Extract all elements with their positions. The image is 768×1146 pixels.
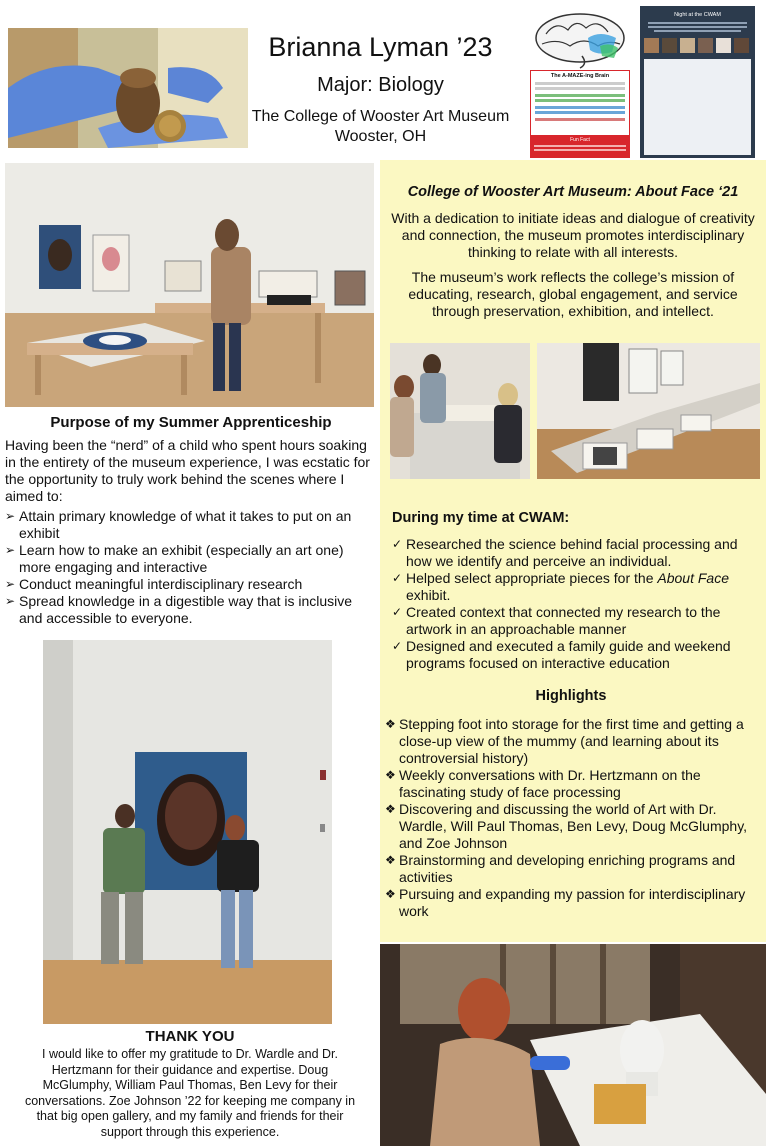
author-major: Major: Biology [317,74,444,96]
list-item: ✓ Designed and executed a family guide and weekend programs focused on interactive education [392,638,731,671]
photo-prints-on-table [537,343,760,479]
institution-name: The College of Wooster Art Museum [251,108,510,125]
purpose-list [5,508,377,627]
diamond-bullet-icon: ❖ [385,802,396,816]
arrow-bullet-icon: ➢ [5,594,16,608]
poster-title-block [248,30,513,147]
diamond-bullet-icon: ❖ [385,717,396,731]
highlights-list [385,716,757,920]
about-paragraph-2: The museum’s work reflects the college’s mission of educating, research, global engagement, and service through preservation, exhibition, and intellect. [408,269,738,319]
arrow-bullet-icon: ➢ [5,577,16,591]
list-item: ✓ Created context that connected my research to the artwork in an approachable manner [392,604,721,637]
list-item: ❖ Brainstorming and developing enriching programs and activities [385,852,736,885]
thanks-section [20,1028,360,1140]
brain-card-title: The A-MAZE-ing Brain [550,73,610,79]
arrow-bullet-icon: ➢ [5,543,16,557]
list-item: ✓ Helped select appropriate pieces for the About Face exhibit. [392,570,729,603]
purpose-section [5,414,377,627]
cwam-section [392,510,756,672]
cwam-title: During my time at CWAM: [392,510,570,526]
list-item: ➢ Conduct meaningful interdisciplinary research [5,576,303,592]
about-title: College of Wooster Art Museum: About Face ‘21 [407,184,739,200]
cwam-list [392,536,756,672]
institution-location: Wooster, OH [334,128,427,145]
night-card [640,6,755,158]
list-item: ❖ Discovering and discussing the world of Art with Dr. Wardle, Will Paul Thomas, Ben Levy, Doug McGlumphy, and Zoe Johnson [385,801,748,851]
photo-print-review [390,343,530,479]
diamond-bullet-icon: ❖ [385,887,396,901]
checkmark-icon: ✓ [392,605,403,619]
checkmark-icon: ✓ [392,571,403,585]
photo-gallery-exhibit [5,163,374,407]
list-item: ❖ Stepping foot into storage for the first time and getting a close-up view of the mummy (and learning about its controversial history) [385,716,744,766]
author-name: Brianna Lyman ’23 [268,32,493,62]
thanks-text: I would like to offer my gratitude to Dr. Wardle and Dr. Hertzmann for their guidance and expertise. Doug McGlumphy, William Paul Thomas, Ben Levy for their conversations. Zoe Johnson ’22 for keeping me company in that big open gallery, and my family and friends for their support through this experience. [24,1047,356,1139]
thanks-title: THANK YOU [145,1028,235,1045]
brain-card [528,8,632,158]
photo-artifact-hands [8,28,248,148]
diamond-bullet-icon: ❖ [385,768,396,782]
list-item: ✓ Researched the science behind facial processing and how we identify and perceive an individual. [392,536,738,569]
night-card-title: Night at the CWAM [674,12,721,18]
photo-storage-mask [380,944,766,1146]
checkmark-icon: ✓ [392,537,403,551]
highlights-section [385,688,757,920]
night-card-thumbnails [644,38,751,53]
diamond-bullet-icon: ❖ [385,853,396,867]
arrow-bullet-icon: ➢ [5,509,16,523]
list-item: ➢ Learn how to make an exhibit (especially an art one) more engaging and interactive [5,542,344,575]
photo-portrait-gallery [43,640,332,1024]
purpose-title: Purpose of my Summer Apprenticeship [50,414,332,431]
brain-card-footer: Fun Fact [570,137,590,143]
purpose-intro: Having been the “nerd” of a child who spent hours soaking in the entirety of the museum experience, I was ecstatic for the opportunity to truly work behind the scenes where I aimed to: [5,437,370,504]
about-section [385,184,761,320]
list-item: ➢ Attain primary knowledge of what it takes to put on an exhibit [5,508,352,541]
about-paragraph-1: With a dedication to initiate ideas and dialogue of creativity and connection, the museum promotes interdisciplinary thinking to relate with all interests. [391,210,755,260]
brain-illustration [528,8,632,70]
checkmark-icon: ✓ [392,639,403,653]
list-item: ➢ Spread knowledge in a digestible way that is inclusive and accessible to everyone. [5,593,353,626]
list-item: ❖ Pursuing and expanding my passion for interdisciplinary work [385,886,746,919]
list-item: ❖ Weekly conversations with Dr. Hertzmann on the fascinating study of face processing [385,767,701,800]
highlights-title: Highlights [535,688,607,704]
